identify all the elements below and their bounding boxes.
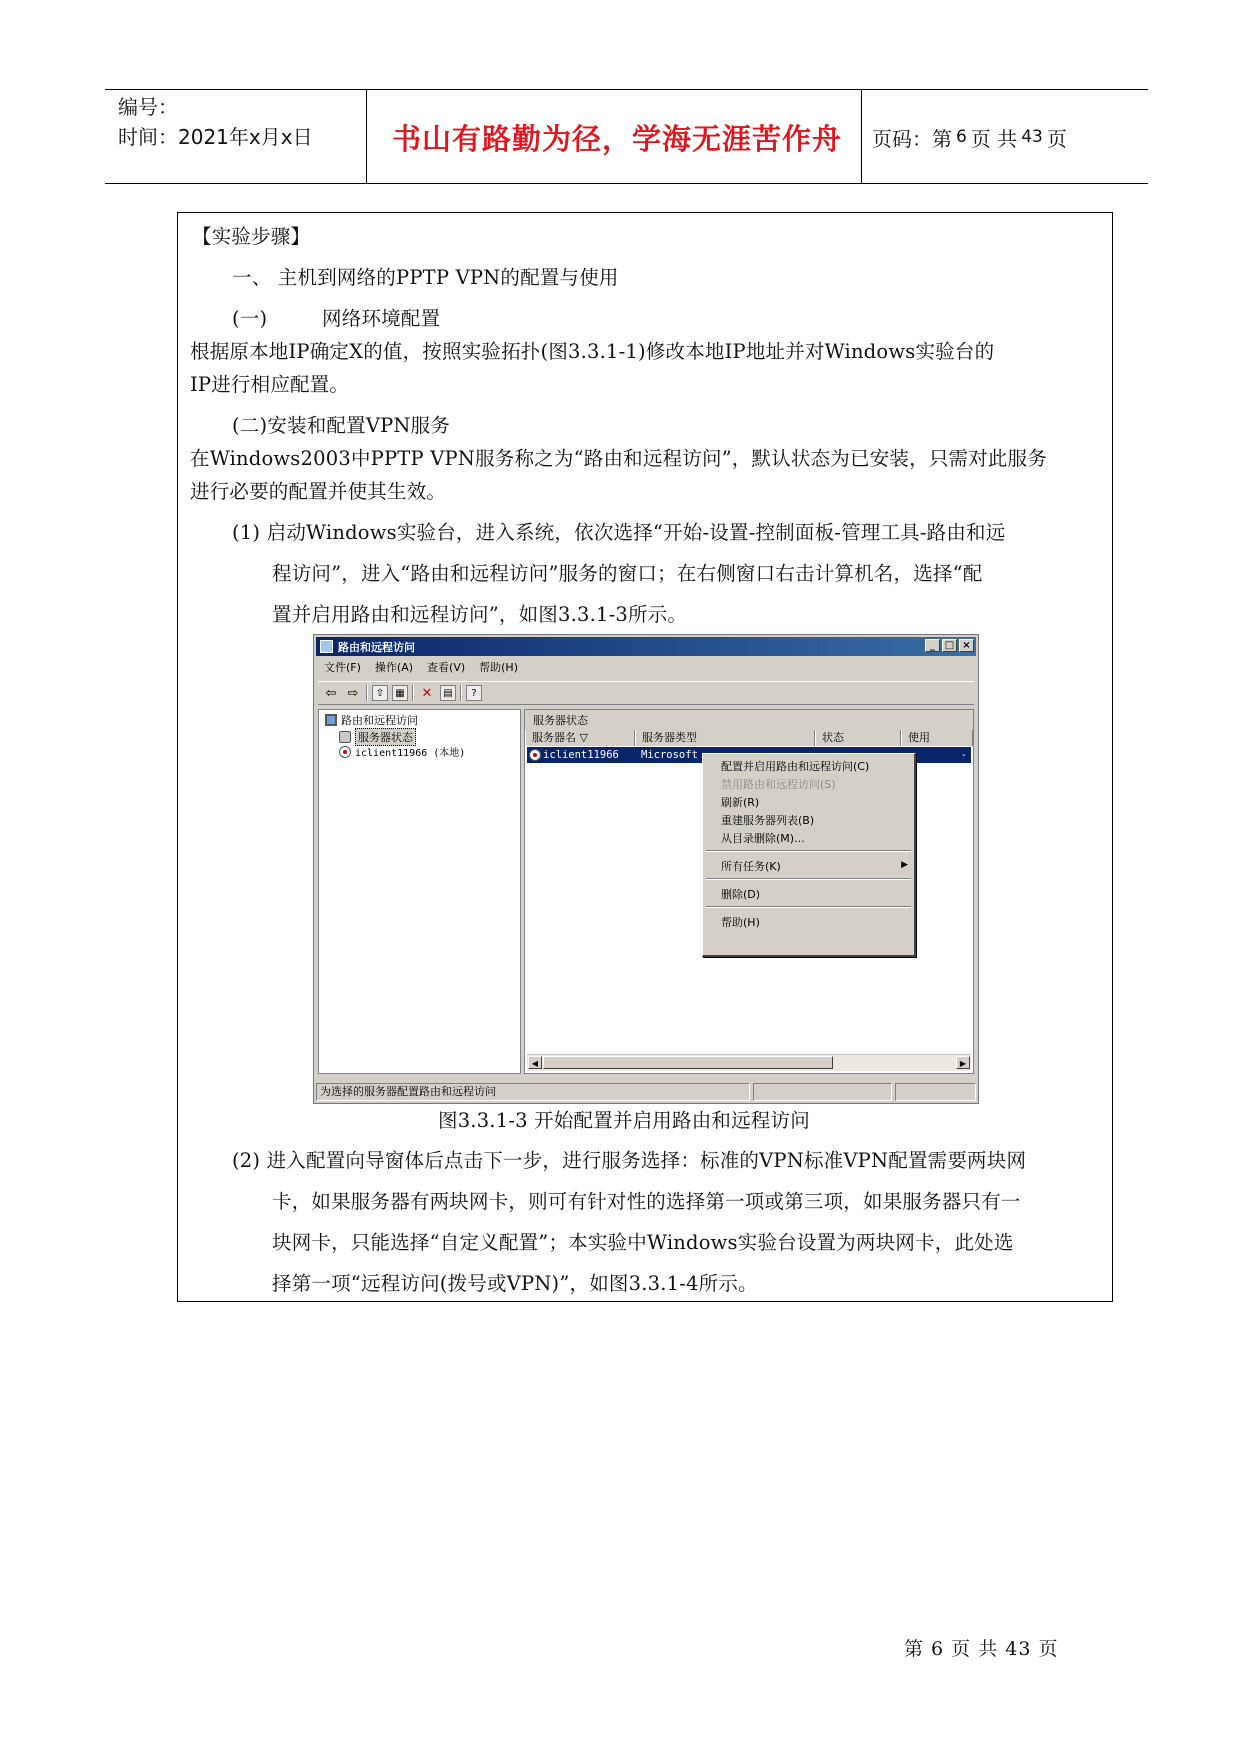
time-label: 时间：2021年x月x日: [118, 125, 313, 149]
sub2-title: (二)安装和配置VPN服务: [232, 414, 451, 437]
header-page-info: [872, 90, 1067, 184]
toolbar-separator: [412, 685, 414, 701]
console-tree: [318, 709, 521, 1074]
menu-separator: [706, 878, 911, 880]
menu-separator: [706, 906, 911, 908]
computer-icon: [325, 714, 337, 726]
horizontal-scrollbar[interactable]: [527, 1054, 971, 1071]
para2-line1: 在Windows2003中PPTP VPN服务称之为“路由和远程访问”，默认状态为已安装，只需对此服务: [190, 447, 1048, 470]
step1-line3: 置并启用路由和远程访问”，如图3.3.1-3所示。: [272, 603, 688, 626]
menu-item-rebuild-list[interactable]: 重建服务器列表(B): [721, 814, 815, 827]
menu-item-remove-from-directory[interactable]: 从目录删除(M)...: [721, 832, 805, 845]
header-left: [118, 92, 313, 152]
number-label: 编号：: [118, 95, 178, 119]
menu-item-help[interactable]: 帮助(H): [721, 916, 760, 929]
menu-file[interactable]: 文件(F): [324, 661, 361, 674]
toolbar-separator: [460, 685, 462, 701]
tree-node-server-label: iclient11966 (本地): [355, 748, 466, 759]
column-headers: [525, 730, 973, 746]
window-titlebar: [316, 637, 976, 656]
sub1-title: 网络环境配置: [322, 307, 441, 330]
details-header: 服务器状态: [525, 710, 973, 731]
maximize-button[interactable]: □: [942, 639, 957, 652]
step1-line2: 程访问”，进入“路由和远程访问”服务的窗口；在右侧窗口右击计算机名，选择“配: [272, 562, 983, 585]
page-suffix: 页: [1046, 126, 1067, 151]
menu-item-disable: 禁用路由和远程访问(S): [721, 778, 836, 791]
toolbar: [318, 681, 974, 705]
scroll-thumb[interactable]: [543, 1056, 833, 1069]
delete-icon[interactable]: ✕: [421, 685, 433, 701]
column-usage[interactable]: 使用: [901, 730, 973, 746]
status-bar: [316, 1083, 976, 1101]
context-menu: [702, 753, 916, 957]
close-button[interactable]: ×: [959, 639, 974, 652]
server-stopped-icon: [339, 746, 351, 758]
figure-caption: 图3.3.1-3 开始配置并启用路由和远程访问: [438, 1109, 810, 1132]
server-list-icon: [339, 731, 351, 743]
step2-line3: 块网卡，只能选择“自定义配置”；本实验中Windows实验台设置为两块网卡，此处选: [272, 1231, 1014, 1254]
row-server-name: iclient11966: [543, 749, 619, 761]
step1-line1: (1) 启动Windows实验台，进入系统，依次选择“开始-设置-控制面板-管理工具-路由和远: [232, 521, 1006, 544]
status-pane-2: [753, 1083, 892, 1101]
row-server-type: Microsoft: [641, 749, 698, 761]
menu-bar: [318, 659, 518, 675]
header-motto: 书山有路勤为径，学海无涯苦作舟: [391, 121, 842, 156]
scroll-left-arrow-icon[interactable]: ◀: [528, 1056, 542, 1069]
column-server-name[interactable]: 服务器名 ▽: [525, 730, 635, 746]
rras-app-icon: [320, 640, 333, 653]
step2-line1: (2) 进入配置向导窗体后点击下一步，进行服务选择：标准的VPN标准VPN配置需要两块网: [232, 1149, 1027, 1172]
back-arrow-icon[interactable]: ⇦: [325, 685, 337, 701]
window-title: 路由和远程访问: [338, 640, 415, 654]
up-folder-icon[interactable]: ⇧: [372, 685, 388, 701]
minimize-button[interactable]: _: [925, 639, 940, 652]
show-tree-icon[interactable]: ▦: [392, 685, 408, 701]
page-number: 6: [956, 127, 967, 147]
page-prefix: 页码：第: [872, 126, 952, 151]
forward-arrow-icon[interactable]: ⇨: [347, 685, 359, 701]
page-mid: 页 共: [970, 126, 1018, 151]
help-icon[interactable]: ?: [466, 685, 482, 701]
status-pane-3: [895, 1083, 976, 1101]
submenu-arrow-icon: ▶: [901, 860, 908, 870]
tree-node-root-label: 路由和远程访问: [341, 714, 418, 727]
scroll-right-arrow-icon[interactable]: ▶: [956, 1056, 970, 1069]
menu-item-delete[interactable]: 删除(D): [721, 888, 761, 901]
heading-1: 一、 主机到网络的PPTP VPN的配置与使用: [232, 266, 619, 289]
header-divider-left: [366, 90, 367, 184]
menu-item-all-tasks[interactable]: 所有任务(K): [721, 860, 781, 873]
window-controls: [925, 639, 974, 652]
section-title: 【实验步骤】: [192, 225, 311, 248]
column-status[interactable]: 状态: [815, 730, 901, 746]
tree-node-root[interactable]: [325, 712, 418, 728]
step2-line4: 择第一项“远程访问(拨号或VPN)”，如图3.3.1-4所示。: [272, 1272, 758, 1295]
menu-item-configure-enable[interactable]: 配置并启用路由和远程访问(C): [721, 760, 870, 773]
menu-item-refresh[interactable]: 刷新(R): [721, 796, 760, 809]
para1-line2: IP进行相应配置。: [190, 373, 350, 396]
page-footer: 第 6 页 共 43 页: [904, 1638, 1059, 1660]
tree-node-server[interactable]: [339, 744, 465, 759]
status-text: 为选择的服务器配置路由和远程访问: [316, 1083, 750, 1101]
page-total: 43: [1021, 127, 1043, 147]
para1-line1: 根据原本地IP确定X的值，按照实验拓扑(图3.3.1-1)修改本地IP地址并对Windows实验台的: [190, 340, 995, 363]
menu-help[interactable]: 帮助(H): [479, 661, 518, 674]
properties-icon[interactable]: ▤: [440, 685, 456, 701]
column-server-type[interactable]: 服务器类型: [635, 730, 815, 746]
server-stopped-icon: [529, 749, 541, 761]
sub1-marker: (一): [232, 307, 268, 330]
row-usage: -: [960, 749, 967, 761]
menu-view[interactable]: 查看(V): [427, 661, 466, 674]
tree-node-server-status-label: 服务器状态: [355, 728, 416, 746]
step2-line2: 卡，如果服务器有两块网卡，则可有针对性的选择第一项或第三项，如果服务器只有一: [272, 1190, 1021, 1213]
para2-line2: 进行必要的配置并使其生效。: [190, 480, 447, 503]
menu-action[interactable]: 操作(A): [374, 661, 414, 674]
toolbar-separator: [366, 685, 368, 701]
rras-screenshot: [313, 634, 979, 1104]
menu-separator: [706, 850, 911, 852]
